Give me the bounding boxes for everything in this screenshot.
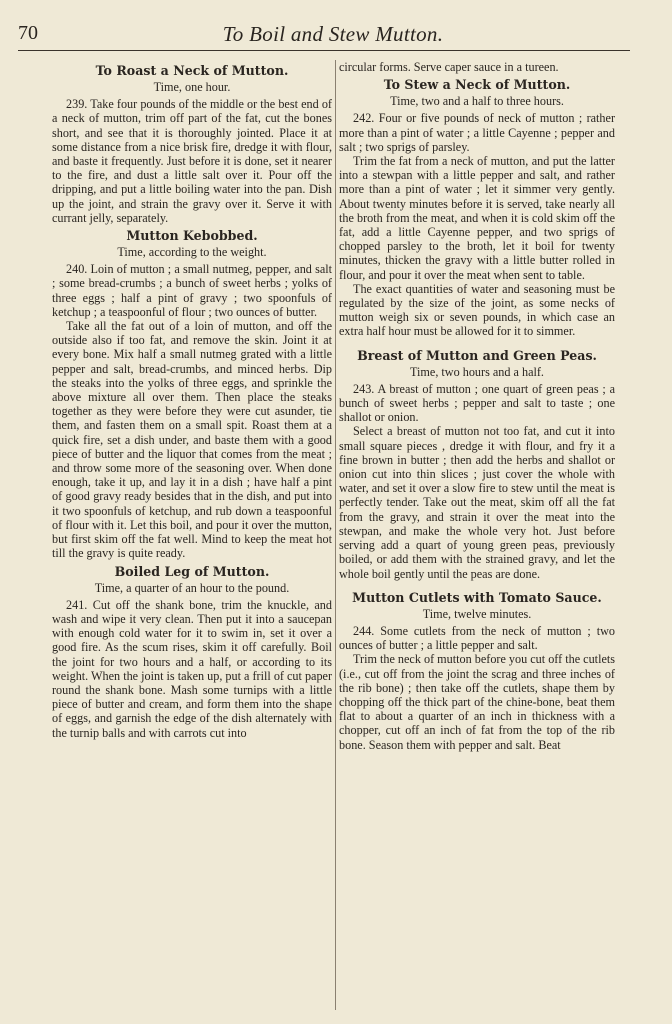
page-header xyxy=(18,14,648,54)
recipe-paragraph: Trim the neck of mutton before you cut off the cutlets (i.e., cut off from the joint the scrag and three inches of the rib bone) ; then take off the cutlets, shape them by chopping off the thick part of the chine-bone, beat them flat to about a quarter of an inch in thickness with a chopper, cut off an inch of fat from the top of the rib bone. Season them with pepper and salt. Beat xyxy=(339,652,615,752)
recipe-paragraph: Select a breast of mutton not too fat, and cut it into small square pieces , dredge it with flour, and fry it a fine brown in butter ; then add the herbs and shallot or onion cut into thin slices ; just cover the whole with water, and set it over a slow fire to stew until the meat is perfectly tender. Take out the meat, skim off all the fat from the gravy, and strain it over the meat into the stewpan, and make the whole very hot. Just before serving add a quart of young green peas, previously boiled, or add them with the strained gravy, and let the whole boil gently until the peas are done. xyxy=(339,424,615,581)
recipe-paragraph: 239. Take four pounds of the middle or the best end of a neck of mutton, trim off part of the fat, cut the bones short, and see that it is thoroughly jointed. Place it at some distance from a nice brisk fire, dredge it with flour, and baste it frequently. Just before it is done, set it nearer to the fire, and dust a little salt over it. Pour off the dripping, and put a little boiling water into the pan. Dish up the joint, and strain the gravy over it. Serve it with currant jelly, separately. xyxy=(52,97,332,225)
recipe-paragraph: Take all the fat out of a loin of mutton, and off the outside also if too fat, and remove the skin. Joint it at every bone. Mix half a small nutmeg grated with a little pepper and salt, bread-crumbs, and minced herbs. Dip the steaks into the yolks of three eggs, and sprinkle the above mixture all over them. Then place the steaks together as they were before they were cut asunder, tie them, and fasten them on a small spit. Roast them at a quick fire, set a dish under, and baste them with a good piece of butter and the liquor that comes from the meat ; and throw some more of the seasoning over. When done enough, take it up, and lay it in a dish ; have half a pint of good gravy ready besides that in the dish, and put into it two spoonfuls of ketchup, and rub down a teaspoonful of flour with it. Let this boil, and pour it over the mutton, but first skim off the fat well. Mind to keep the meat hot till the gravy is quite ready. xyxy=(52,319,332,561)
running-title: To Boil and Stew Mutton. xyxy=(222,22,444,46)
recipe-paragraph: 244. Some cutlets from the neck of mutton ; two ounces of butter ; a little pepper and salt. xyxy=(339,623,615,653)
recipe-paragraph: 242. Four or five pounds of neck of mutton ; rather more than a pint of water ; a little Cayenne ; pepper and salt ; two sprigs of parsley. xyxy=(339,111,615,154)
recipe-time: Time, two and a half to three hours. xyxy=(390,94,564,109)
recipe-title: To Stew a Neck of Mutton. xyxy=(383,77,571,93)
recipe-title: Breast of Mutton and Green Peas. xyxy=(357,347,597,363)
recipe-title: Mutton Cutlets with Tomato Sauce. xyxy=(352,589,602,605)
recipe-title: To Roast a Neck of Mutton. xyxy=(95,63,289,78)
recipe-time: Time, two hours and a half. xyxy=(410,364,544,379)
recipe-title: Mutton Kebobbed. xyxy=(126,228,258,244)
left-column xyxy=(52,60,332,740)
recipe-title: Boiled Leg of Mutton. xyxy=(114,563,270,579)
recipe-paragraph: The exact quantities of water and seasoning must be regulated by the size of the joint, as some necks of mutton weigh six or seven pounds, in which case an extra half hour must be allowed for it to simmer. xyxy=(339,281,615,339)
recipe-time: Time, a quarter of an hour to the pound. xyxy=(94,580,290,595)
recipe-time: Time, twelve minutes. xyxy=(422,606,532,621)
column-divider xyxy=(335,60,336,1010)
recipe-paragraph-continued: circular forms. Serve caper sauce in a tureen. xyxy=(339,60,559,74)
right-column xyxy=(339,60,615,752)
recipe-time: Time, according to the weight. xyxy=(117,245,267,260)
recipe-paragraph: Trim the fat from a neck of mutton, and put the latter into a stewpan with a little pepper and salt, and rather more than a pint of water ; let it simmer very gently. About twenty minutes before it is served, take nearly all the broth from the meat, and when it is cold skim off the fat, add a little Cayenne pepper, and two sprigs of chopped parsley to the broth, let it boil for twenty minutes, thicken the gravy with a little butter rolled in flour, and pour it over the meat when sent to table. xyxy=(339,154,615,282)
recipe-paragraph: 241. Cut off the shank bone, trim the knuckle, and wash and wipe it very clean. Then put it into a saucepan with enough cold water for it to swim in, set it over a good fire. As the scum rises, skim it off carefully. Boil the joint for two hours and a half, or according to its weight. When the joint is taken up, put a frill of cut paper round the shank bone. Mash some turnips with a little piece of butter and cream, and form them into the shape of eggs, and garnish the edge of the dish alternately with the turnip balls and with carrots cut into xyxy=(52,597,333,740)
recipe-time: Time, one hour. xyxy=(153,80,231,94)
page-number: 70 xyxy=(18,22,38,44)
recipe-paragraph: 243. A breast of mutton ; one quart of green peas ; a bunch of sweet herbs ; pepper and salt to taste ; one shallot or onion. xyxy=(339,381,615,425)
header-rule xyxy=(18,50,630,51)
recipe-paragraph: 240. Loin of mutton ; a small nutmeg, pepper, and salt ; some bread-crumbs ; a bunch of sweet herbs ; yolks of three eggs ; half a pint of gravy ; two spoonfuls of ketchup ; a teaspoonful of flour ; two ounces of butter. xyxy=(52,262,332,319)
